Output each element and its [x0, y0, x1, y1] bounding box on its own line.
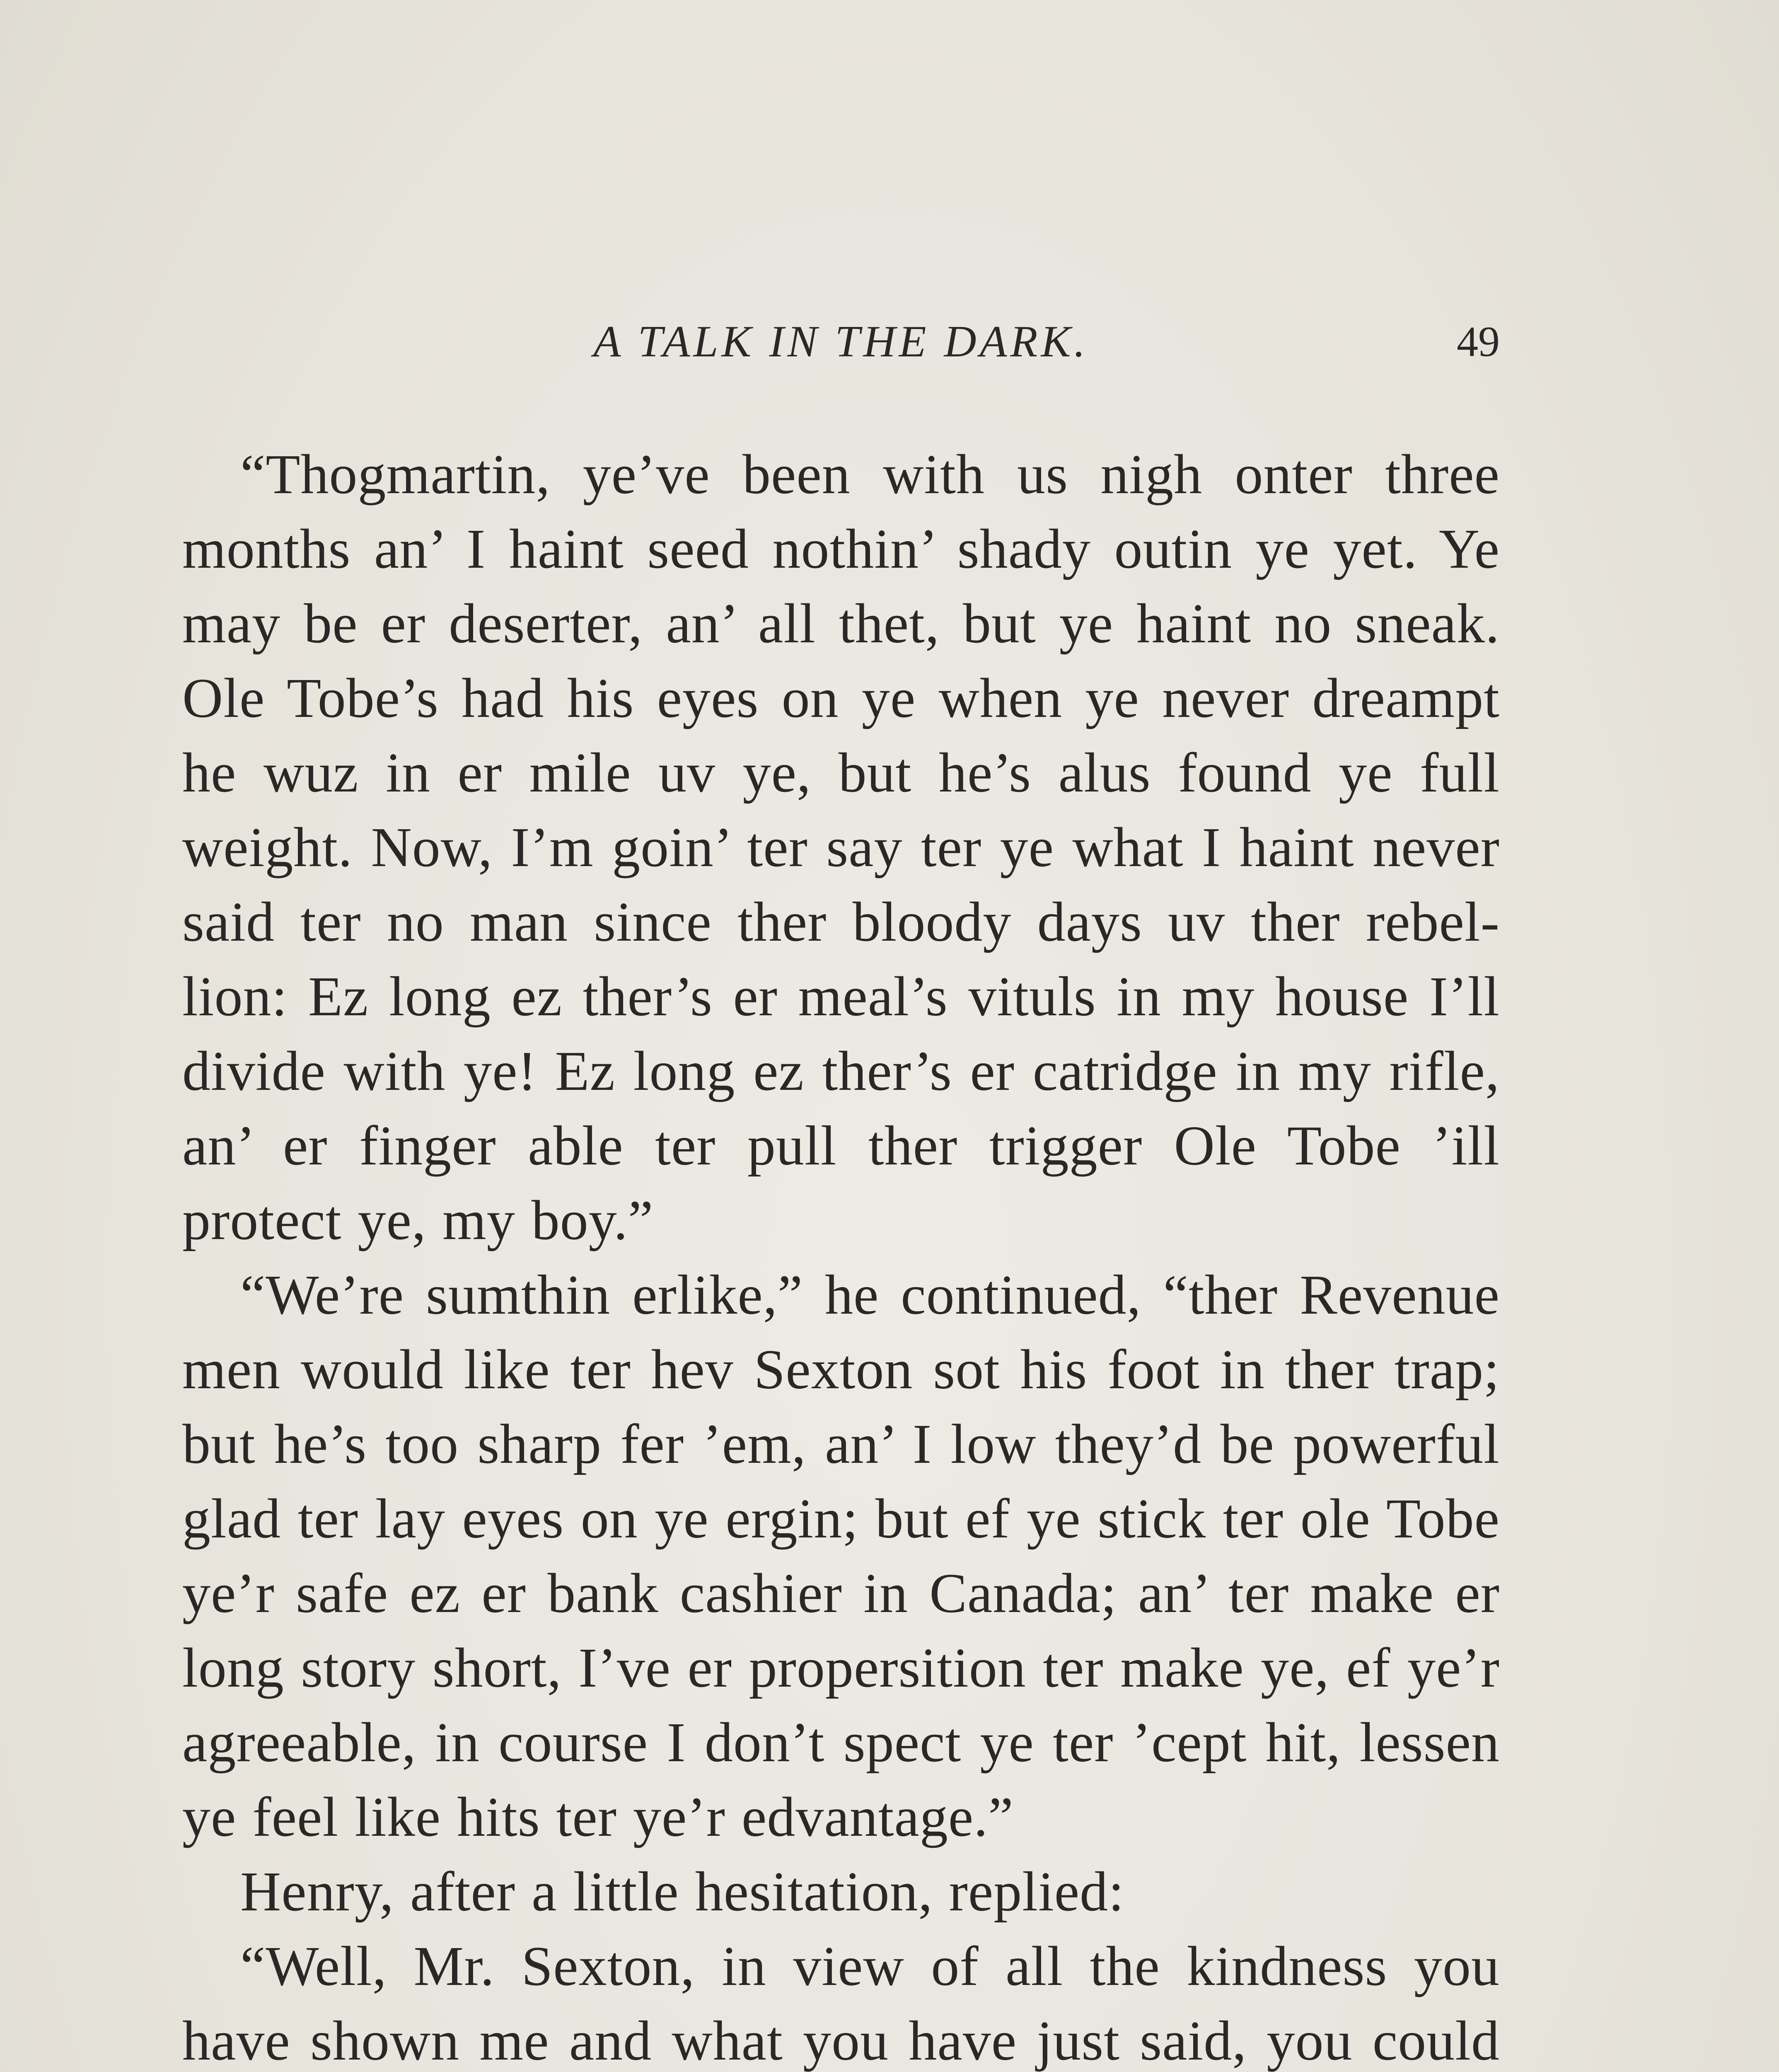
paragraph-2: “We’re sumthin erlike,” he continued, “ther Revenue men would like ter hev Sexton sot his foot in ther trap; but he’s too sharp fer ’em, an’ I low they’d be powerful glad ter lay eyes on ye ergin; but ef ye stick ter ole Tobe ye’r safe ez er bank cashier in Canada; an’ ter make er long story short, I’ve er propersition ter make ye, ef ye’r agreeable, in course I don’t spect ye ter ’cept hit, lessen ye feel like hits ter ye’r edvantage.” — [182, 1264, 1500, 1848]
paragraph-4: “Well, Mr. Sexton, in view of all the kindness you have shown me and what you have just said, you could — [182, 1935, 1500, 2072]
running-title: A TALK IN THE DARK. — [593, 317, 1089, 366]
paragraph-1: “Thogmartin, ye’ve been with us nigh onter three months an’ I haint seed nothin’ shady outin ye yet. Ye may be er deserter, an’ all thet, but ye haint no sneak. Ole Tobe’s had his eyes on ye when ye never dreampt he wuz in er mile uv ye, but he’s alus found ye full weight. Now, I’m goin’ ter say ter ye what I haint never said ter no man since ther bloody days uv ther rebel-lion: Ez long ez ther’s er meal’s vituls in my house I’ll divide with ye! Ez long ez ther’s er catridge in my rifle, an’ er finger able ter pull ther trigger Ole Tobe ’ill protect ye, my boy.” — [182, 443, 1500, 1251]
paragraph-3: Henry, after a little hesitation, replied: — [240, 1861, 1124, 1923]
running-head — [182, 309, 1500, 375]
body-text — [182, 437, 1500, 2072]
page-number: 49 — [1457, 318, 1500, 366]
